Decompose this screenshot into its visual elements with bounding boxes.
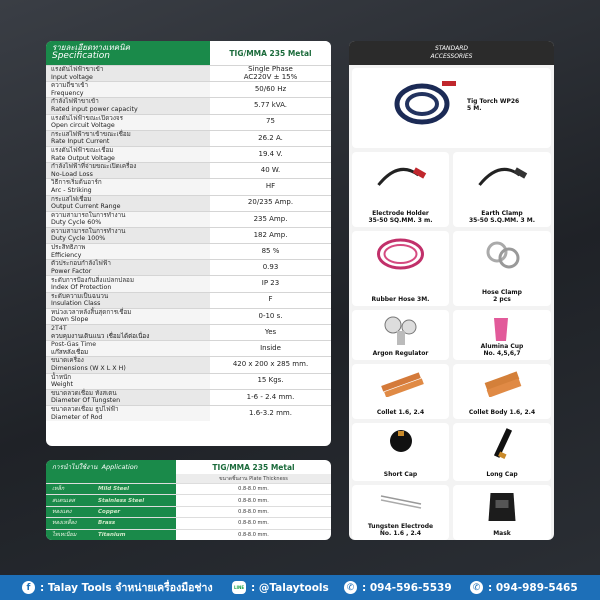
spec-row <box>46 114 331 130</box>
earth-clamp-icon <box>475 155 530 199</box>
application-model: TIG/MMA 235 Metal <box>212 462 295 472</box>
long-cap-icon <box>487 426 517 465</box>
spec-row <box>46 356 331 372</box>
material: ทองแดง Copper <box>46 507 176 517</box>
accessory-card <box>453 152 551 227</box>
accessory-label: Collet 1.6, 2.4 <box>376 409 425 416</box>
line-icon: LINE <box>232 581 246 594</box>
spec-row <box>46 97 331 113</box>
spec-row <box>46 373 331 389</box>
spec-value: Single Phase AC220V ± 15% <box>243 65 298 81</box>
plate-thickness: 0.8-8.0 mm. <box>238 497 269 504</box>
spec-value: 0.93 <box>262 263 279 272</box>
spec-value: 19.4 V. <box>258 149 283 158</box>
accessory-label: Earth Clamp 35-50 S.Q.MM. 3 M. <box>468 210 536 224</box>
spec-label: ความสามารถในการทำงาน Duty Cycle 100% <box>46 228 210 243</box>
spec-row <box>46 146 331 162</box>
facebook-contact[interactable]: f : Talay Tools จำหน่ายเครื่องมือช่าง <box>22 579 213 596</box>
accessory-label: Long Cap <box>486 471 518 478</box>
spec-label: ขนาดลวดเชื่อม ทังสเตน Diameter Of Tungsten <box>46 390 210 405</box>
plate-thickness-label: ขนาดชิ้นงาน Plate Thickness <box>176 474 331 483</box>
phone-contact-1[interactable]: ✆ : 094-596-5539 <box>344 581 452 594</box>
accessory-label: Collet Body 1.6, 2.4 <box>468 409 536 416</box>
accessory-label: Alumina Cup No. 4,5,6,7 <box>480 343 524 357</box>
accessory-card <box>352 485 449 540</box>
electrode-holder-icon <box>373 155 428 199</box>
accessory-card <box>352 310 449 360</box>
accessory-card <box>352 423 449 481</box>
spec-label: หน่วงเวลาหลังสิ้นสุดการเชื่อม Down Slope <box>46 309 210 324</box>
spec-value: 1.6-3.2 mm. <box>249 408 292 417</box>
spec-row <box>46 243 331 259</box>
spec-row <box>46 195 331 211</box>
application-row <box>46 506 331 517</box>
hose-clamp-icon <box>482 234 522 278</box>
plate-thickness: 0.8-8.0 mm. <box>238 531 269 538</box>
material: สแตนเลส Stainless Steel <box>46 495 176 505</box>
spec-row <box>46 389 331 405</box>
spec-row <box>46 405 331 421</box>
spec-row <box>46 65 331 81</box>
spec-row <box>46 259 331 275</box>
spec-value: IP 23 <box>261 279 280 288</box>
phone-icon: ✆ <box>470 581 483 594</box>
accessory-label: Tungsten Electrode No. 1.6 , 2.4 <box>367 523 434 537</box>
plate-thickness: 0.8-8.0 mm. <box>238 520 269 527</box>
accessory-card <box>453 231 551 306</box>
accessory-card <box>352 364 449 419</box>
accessory-label: Mask <box>493 530 511 537</box>
material: ไทเทเนียม Titanium <box>46 530 176 540</box>
spec-title: รายละเอียดทางเทคนิค Specification <box>46 41 210 65</box>
spec-value: F <box>268 295 273 304</box>
spec-label: ความถี่ขาเข้า Frequency <box>46 82 210 97</box>
spec-value: 0-10 s. <box>258 311 283 320</box>
spec-value: 1-6 - 2.4 mm. <box>246 392 295 401</box>
spec-value: 20/235 Amp. <box>247 198 294 207</box>
application-row <box>46 529 331 540</box>
plate-thickness: 0.8-8.0 mm. <box>238 508 269 515</box>
spec-row <box>46 308 331 324</box>
spec-label: กำลังไฟฟ้าขาเข้า Rated input power capacity <box>46 98 210 113</box>
spec-value: 182 Amp. <box>253 230 288 239</box>
spec-row <box>46 340 331 356</box>
spec-label: ความสามารถในการทำงาน Duty Cycle 60% <box>46 212 210 227</box>
spec-value: 420 x 200 x 285 mm. <box>232 360 309 369</box>
spec-value: 75 <box>266 117 275 126</box>
accessory-card <box>453 485 551 540</box>
spec-label: แรงดันไฟฟ้าขณะเปิดวงจร Open circuit Voltage <box>46 115 210 130</box>
spec-label: Post-Gas Time แก๊สหลังเชื่อม <box>46 341 210 356</box>
collet-body-icon <box>477 367 527 401</box>
spec-value: Yes <box>264 327 277 336</box>
spec-label: แรงดันไฟฟ้าขณะเชื่อม Rate Output Voltage <box>46 147 210 162</box>
spec-label: แรงดันไฟฟ้าขาเข้า Input voltage <box>46 66 210 81</box>
facebook-icon: f <box>22 581 35 594</box>
spec-value: Inside <box>260 344 281 353</box>
accessories-header: STANDARD ACCESSORIES <box>349 41 554 65</box>
spec-row <box>46 162 331 178</box>
spec-label: กระแสไฟเชื่อม Output Current Range <box>46 196 210 211</box>
accessory-card <box>352 231 449 306</box>
spec-label: ระดับความเป็นฉนวน Insulation Class <box>46 293 210 308</box>
mask-icon <box>485 488 520 530</box>
regulator-icon <box>381 313 421 352</box>
spec-label: ตัวประกอบกำลังไฟฟ้า Power Factor <box>46 260 210 275</box>
spec-header <box>46 41 331 65</box>
collet-icon <box>376 367 426 401</box>
accessory-label: Argon Regulator <box>372 350 429 357</box>
spec-value: 50/60 Hz <box>254 85 287 94</box>
accessories-panel <box>349 41 554 540</box>
spec-label: 2T4T ควบคุมงานเดินแนว เชื่อมได้ต่อเนื่อง <box>46 325 210 340</box>
spec-label: กระแสไฟฟ้าขาเข้าขณะเชื่อม Rate Input Current <box>46 131 210 146</box>
accessory-card <box>453 364 551 419</box>
specification-table <box>46 41 331 446</box>
accessory-card <box>453 423 551 481</box>
application-header <box>46 460 331 474</box>
spec-value: 15 Kgs. <box>257 376 284 385</box>
accessory-card <box>453 310 551 360</box>
spec-value: 40 W. <box>260 165 281 174</box>
spec-label: วิธีการเริ่มต้นอาร์ก Arc - Striking <box>46 179 210 194</box>
spec-row <box>46 81 331 97</box>
spec-row <box>46 130 331 146</box>
application-title: การนำไปใช้งาน Application <box>46 460 176 474</box>
spec-value: 26.2 A. <box>258 133 283 142</box>
spec-label: กำลังไฟฟ้าที่จ่ายขณะเปิดเครื่อง No-Load Loss <box>46 163 210 178</box>
spec-row <box>46 211 331 227</box>
application-table <box>46 460 331 540</box>
accessory-label: Short Cap <box>383 471 418 478</box>
short-cap-icon <box>386 426 416 465</box>
alumina-cup-icon <box>482 313 522 349</box>
spec-label: ขนาดลวดเชื่อม ธูปไฟฟ้า Diameter of Rod <box>46 406 210 421</box>
accessory-card <box>352 152 449 227</box>
accessory-label: Electrode Holder 35-50 SQ.MM. 3 m. <box>368 210 433 224</box>
material: ทองเหลือง Brass <box>46 518 176 528</box>
spec-value: 5.77 kVA. <box>253 101 288 110</box>
spec-label: ประสิทธิภาพ Efficiency <box>46 244 210 259</box>
accessory-card <box>352 68 551 148</box>
line-contact[interactable]: LINE : @Talaytools <box>233 581 329 594</box>
torch-icon <box>392 76 462 135</box>
accessory-label: Tig Torch WP26 5 M. <box>467 98 520 112</box>
tungsten-icon <box>376 488 426 517</box>
contact-footer <box>0 575 600 600</box>
spec-row <box>46 227 331 243</box>
material: เหล็ก Mild Steel <box>46 484 176 494</box>
spec-row <box>46 324 331 340</box>
spec-row <box>46 178 331 194</box>
spec-value: HF <box>265 182 276 191</box>
accessory-label: Rubber Hose 3M. <box>371 296 430 303</box>
application-row <box>46 494 331 505</box>
spec-model: TIG/MMA 235 Metal <box>210 41 331 65</box>
spec-row <box>46 275 331 291</box>
phone-icon: ✆ <box>344 581 357 594</box>
plate-thickness: 0.8-8.0 mm. <box>238 486 269 493</box>
application-row <box>46 517 331 528</box>
spec-value: 235 Amp. <box>253 214 288 223</box>
spec-value: 85 % <box>261 246 280 255</box>
spec-label: ขนาดเครื่อง Dimensions (W X L X H) <box>46 357 210 372</box>
phone-contact-2[interactable]: ✆ : 094-989-5465 <box>470 581 578 594</box>
spec-row <box>46 292 331 308</box>
hose-icon <box>373 234 428 278</box>
spec-label: ระดับการป้องกันสิ่งแปลกปลอม Index Of Protection <box>46 276 210 291</box>
application-row <box>46 483 331 494</box>
accessory-label: Hose Clamp 2 pcs <box>482 289 522 303</box>
spec-label: น้ำหนัก Weight <box>46 374 210 389</box>
